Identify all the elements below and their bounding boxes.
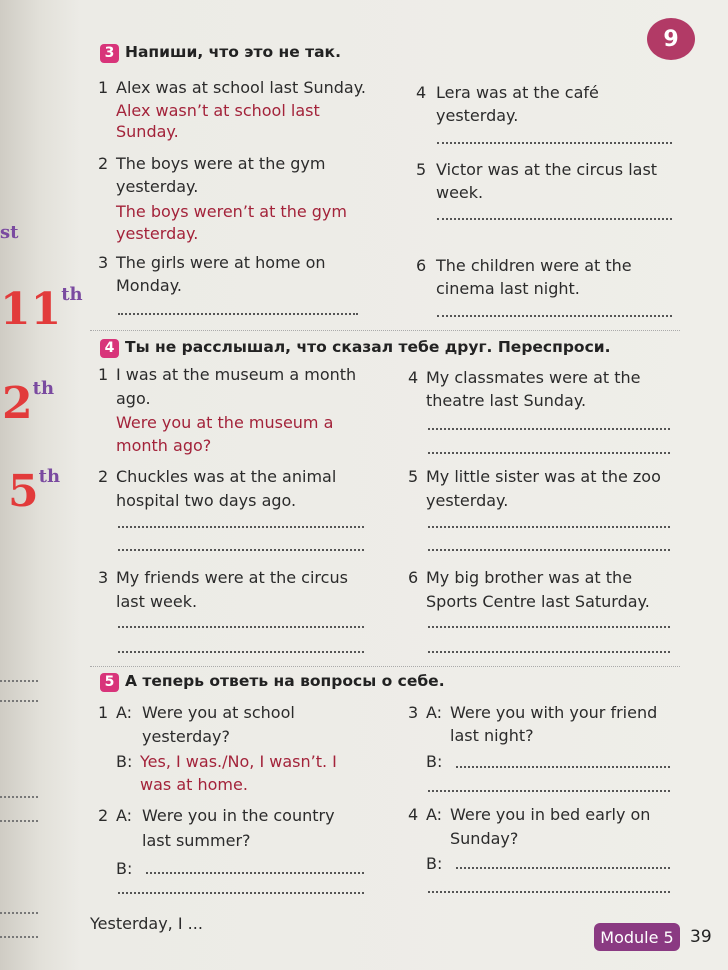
ordinal-3: 2th [2,378,55,429]
sentence: last week. [116,592,198,611]
question-text: yesterday? [142,727,230,746]
exercise-3-header [100,43,341,63]
sentence: My big brother was at the [426,568,633,587]
sentence: Alex was at school last Sunday. [116,78,366,97]
strip-line [0,700,38,702]
strip-line [0,796,38,798]
answer-line[interactable] [437,315,672,317]
exercise-number-badge: 3 [100,44,119,63]
item-number: 6 [416,256,427,275]
sentence: Victor was at the circus last [436,160,658,179]
answer-line[interactable] [428,891,670,893]
side-strip [0,0,83,970]
speaker-label: A: [116,806,133,825]
answer-line[interactable] [437,142,672,144]
item-number: 2 [98,467,109,486]
module-badge: Module 5 [594,923,680,951]
answer-line[interactable] [118,313,358,315]
sentence: Sports Centre last Saturday. [426,592,650,611]
question-text: Were you at school [142,703,295,722]
exercise-title: Напиши, что это не так. [125,43,341,61]
speaker-label: B: [116,752,133,771]
exercise-5-header [100,672,445,692]
answer-line[interactable] [428,626,670,628]
answer-line[interactable] [428,651,670,653]
ordinal-2: 11th [0,284,83,335]
question-text: last summer? [142,831,251,850]
answer-text: month ago? [116,436,212,455]
exercise-title: А теперь ответь на вопросы о себе. [125,672,445,690]
answer-line[interactable] [428,526,670,528]
answer-line[interactable] [118,626,364,628]
speaker-label: B: [426,752,443,771]
question-text: last night? [450,726,534,745]
item-number: 3 [98,253,109,272]
answer-text: Alex wasn’t at school last [116,101,320,120]
section-divider [90,666,680,667]
item-number: 5 [408,467,419,486]
answer-line[interactable] [428,452,670,454]
answer-text: Sunday. [116,122,179,141]
answer-text: yesterday. [116,224,199,243]
sentence: The boys were at the gym [116,154,326,173]
answer-line[interactable] [428,790,670,792]
sentence: My little sister was at the zoo [426,467,661,486]
item-number: 5 [416,160,427,179]
answer-line[interactable] [118,526,364,528]
strip-line [0,820,38,822]
item-number: 4 [408,368,419,387]
speaker-label: A: [426,805,443,824]
sentence: The girls were at home on [116,253,326,272]
answer-text: Were you at the museum a [116,413,334,432]
exercise-number-badge: 5 [100,673,119,692]
sentence: Chuckles was at the animal [116,467,337,486]
sentence: I was at the museum a month [116,365,357,384]
sentence: My friends were at the circus [116,568,348,587]
item-number: 2 [98,154,109,173]
answer-line[interactable] [428,428,670,430]
ordinal-1: st [0,222,19,243]
sentence: The children were at the [436,256,632,275]
question-text: Sunday? [450,829,519,848]
question-text: Were you with your friend [450,703,658,722]
answer-line[interactable] [437,218,672,220]
sentence: My classmates were at the [426,368,641,387]
exercise-number-badge: 4 [100,339,119,358]
speaker-label: B: [426,854,443,873]
sentence: cinema last night. [436,279,580,298]
item-number: 4 [408,805,419,824]
ordinal-4: 5th [8,466,61,517]
sentence: theatre last Sunday. [426,391,587,410]
sentence: yesterday. [436,106,519,125]
question-text: Were you in the country [142,806,335,825]
answer-text: was at home. [140,775,248,794]
page-number: 39 [690,927,712,947]
sentence: week. [436,183,484,202]
strip-line [0,912,38,914]
section-divider [90,330,680,331]
item-number: 1 [98,703,109,722]
speaker-label: B: [116,859,133,878]
sentence: Monday. [116,276,182,295]
speaker-label: A: [426,703,443,722]
item-number: 2 [98,806,109,825]
item-number: 3 [98,568,109,587]
sentence: yesterday. [426,491,509,510]
answer-line[interactable] [118,892,364,894]
sentence: Lera was at the café [436,83,599,102]
speaker-label: A: [116,703,133,722]
answer-text: The boys weren’t at the gym [116,202,347,221]
answer-line[interactable] [428,549,670,551]
item-number: 4 [416,83,427,102]
page-corner-badge: 9 [647,18,695,60]
strip-line [0,936,38,938]
item-number: 1 [98,365,109,384]
sentence: yesterday. [116,177,199,196]
answer-line[interactable] [118,651,364,653]
answer-text: Yes, I was./No, I wasn’t. I [140,752,337,771]
exercise-title: Ты не расслышал, что сказал тебе друг. Переспроси. [125,338,611,356]
yesterday-prompt: Yesterday, I ... [90,914,203,933]
sentence: hospital two days ago. [116,491,297,510]
sentence: ago. [116,389,151,408]
item-number: 1 [98,78,109,97]
answer-line[interactable] [118,549,364,551]
answer-line[interactable] [456,867,670,869]
exercise-4-header [100,338,611,358]
answer-line[interactable] [146,872,364,874]
strip-line [0,680,38,682]
answer-line[interactable] [456,766,670,768]
item-number: 3 [408,703,419,722]
question-text: Were you in bed early on [450,805,651,824]
item-number: 6 [408,568,419,587]
